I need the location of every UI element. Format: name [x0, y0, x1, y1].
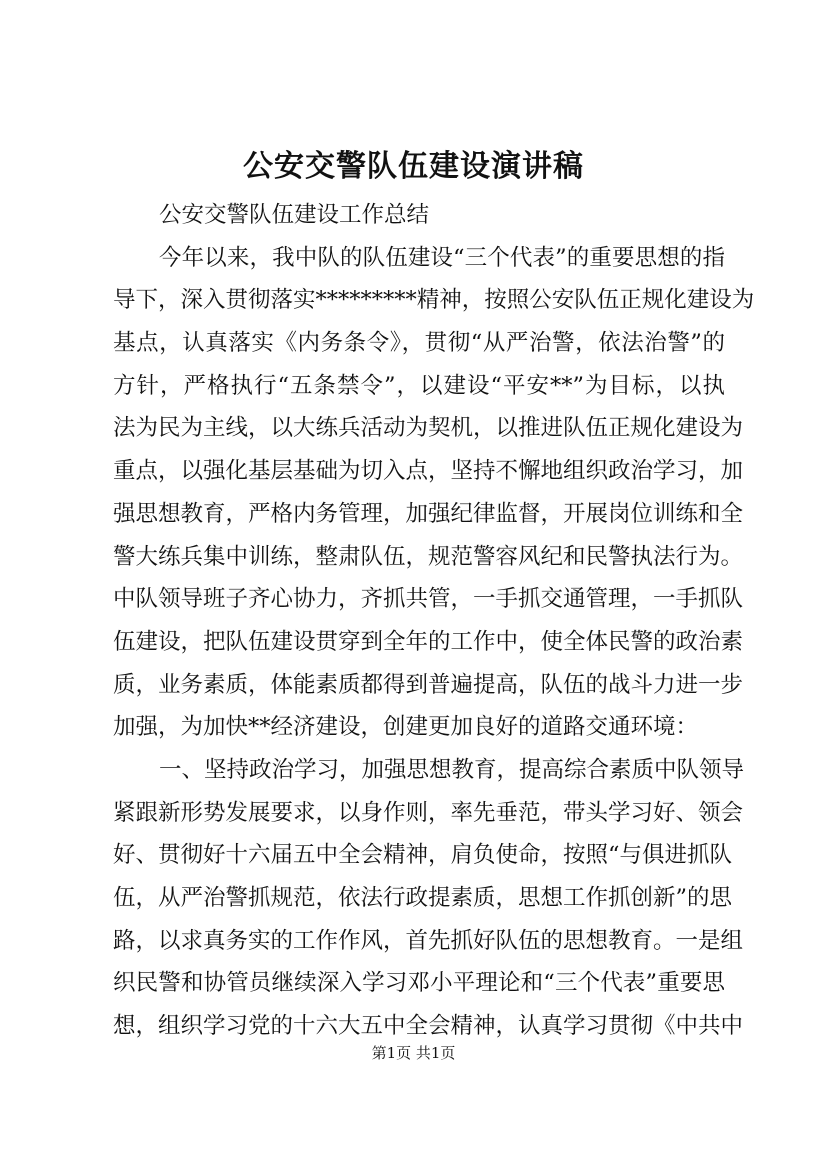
paragraph-line: 强思想教育，严格内务管理，加强纪律监督，开展岗位训练和全 — [113, 500, 744, 527]
paragraph-line: 好、贯彻好十六届五中全会精神，肩负使命，按照“与俱进抓队 — [113, 842, 733, 869]
paragraph-line: 一、坚持政治学习，加强思想教育，提高综合素质中队领导 — [159, 756, 745, 783]
paragraph-line: 方针，严格执行“五条禁令”，以建设“平安**”为目标，以执 — [113, 372, 725, 399]
paragraph-line: 织民警和协管员继续深入学习邓小平理论和“三个代表”重要思 — [113, 970, 725, 997]
paragraph-line: 警大练兵集中训练，整肃队伍，规范警容风纪和民警执法行为。 — [113, 543, 744, 570]
paragraph-line: 导下，深入贯彻落实*********精神，按照公安队伍正规化建设为 — [113, 287, 755, 314]
paragraph-line: 基点，认真落实《内务条令》，贯彻“从严治警，依法治警”的 — [113, 330, 725, 357]
paragraph-line: 质，业务素质，体能素质都得到普遍提高，队伍的战斗力进一步 — [113, 671, 744, 698]
subtitle-line: 公安交警队伍建设工作总结 — [159, 202, 430, 228]
document-body — [113, 194, 755, 1048]
paragraph-line: 中队领导班子齐心协力，齐抓共管，一手抓交通管理，一手抓队 — [113, 586, 744, 613]
page-footer: 第1页 共1页 — [371, 1044, 456, 1062]
paragraph-line: 加强，为加快**经济建设，创建更加良好的道路交通环境： — [113, 714, 699, 741]
paragraph-line: 紧跟新形势发展要求，以身作则，率先垂范，带头学习好、领会 — [113, 799, 744, 826]
document-title: 公安交警队伍建设演讲稿 — [243, 149, 584, 184]
paragraph-line: 今年以来，我中队的队伍建设“三个代表”的重要思想的指 — [159, 244, 725, 271]
paragraph-line: 法为民为主线，以大练兵活动为契机，以推进队伍正规化建设为 — [113, 415, 744, 442]
paragraph-line: 伍，从严治警抓规范，依法行政提素质，思想工作抓创新”的思 — [113, 885, 733, 911]
paragraph-line: 想，组织学习党的十六大五中全会精神，认真学习贯彻《中共中 — [113, 1013, 744, 1040]
paragraph-line: 伍建设，把队伍建设贯穿到全年的工作中，使全体民警的政治素 — [113, 628, 744, 655]
paragraph-line: 路，以求真务实的工作作风，首先抓好队伍的思想教育。一是组 — [113, 927, 744, 954]
paragraph-line: 重点，以强化基层基础为切入点，坚持不懈地组织政治学习，加 — [113, 458, 744, 485]
